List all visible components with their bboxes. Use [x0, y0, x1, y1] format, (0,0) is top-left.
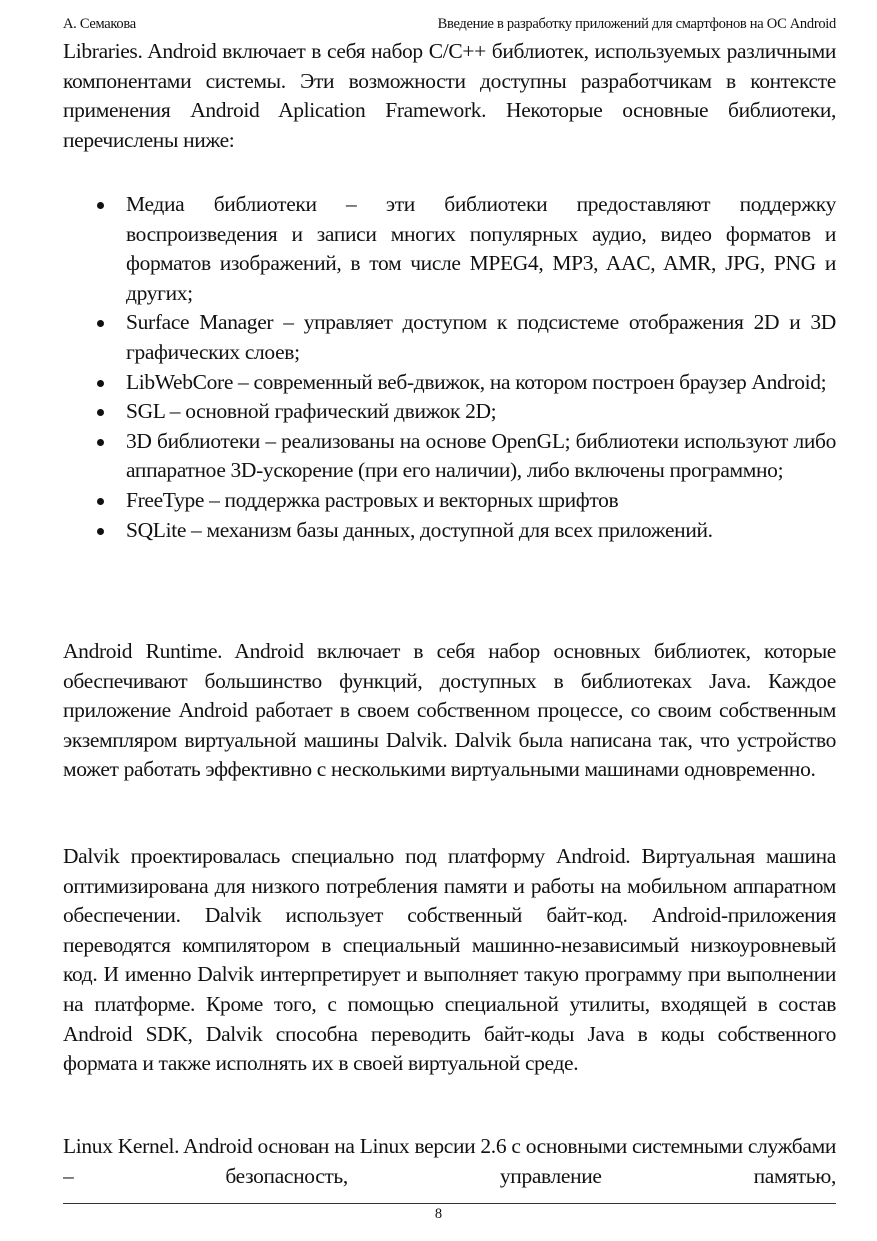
paragraph-text: Linux Kernel. Android основан на Linux версии 2.6 с основными системными службами – безопасность, управление памятью,: [63, 1134, 836, 1188]
list-item-text: Медиа библиотеки – эти библиотеки предоставляют поддержку воспроизведения и записи многих популярных аудио, видео форматов и форматов изображений, в том числе MPEG4, MP3, AAC, AMR, JPG, PNG и других;: [126, 192, 836, 305]
bullet-icon: [97, 202, 104, 209]
list-item: [63, 368, 836, 398]
bullet-icon: [97, 320, 104, 327]
list-item-text: LibWebCore – современный веб-движок, на котором построен браузер Android;: [126, 369, 827, 394]
libraries-list: [63, 190, 836, 545]
bullet-icon: [97, 528, 104, 535]
paragraph-text: Dalvik проектировалась специально под платформу Android. Виртуальная машина оптимизирована для низкого потребления памяти и работы на мобильном аппаратном обеспечении. Dalvik использует собственный байт-код. Android-приложения переводятся компилятором в специальный машинно-независимый низкоуровневый код. И именно Dalvik интерпретирует и выполняет такую программу при выполнении на платформе. Кроме того, с помощью специальной утилиты, входящей в состав Android SDK, Dalvik способна переводить байт-коды Java в коды собственного формата и также исполнять их в своей виртуальной среде.: [63, 844, 836, 1076]
paragraph-runtime: [63, 637, 836, 785]
footer-divider: [63, 1203, 836, 1204]
list-item-text: Surface Manager – управляет доступом к подсистеме отображения 2D и 3D графических слоев;: [126, 310, 836, 364]
header-title: Введение в разработку приложений для смартфонов на ОС Android: [437, 16, 836, 32]
header-author: А. Семакова: [63, 16, 136, 32]
paragraph-text: Libraries. Android включает в себя набор C/C++ библиотек, используемых различными компонентами системы. Эти возможности доступны разработчикам в контексте применения Android Aplication Framework. Некоторые основные библиотеки, перечислены ниже:: [63, 39, 836, 152]
list-item: [63, 486, 836, 516]
list-item: [63, 427, 836, 486]
list-item: [63, 308, 836, 367]
list-item: [63, 190, 836, 308]
list-item-text: 3D библиотеки – реализованы на основе OpenGL; библиотеки используют либо аппаратное 3D-ускорение (при его наличии), либо включены программно;: [126, 428, 836, 483]
list-item: [63, 397, 836, 427]
list-item: [63, 516, 836, 546]
list-item-text: SQLite – механизм базы данных, доступной для всех приложений.: [126, 517, 713, 542]
bullet-icon: [97, 498, 104, 505]
paragraph-dalvik: [63, 842, 836, 1079]
page-number: 8: [434, 1206, 443, 1222]
list-item-text: SGL – основной графический движок 2D;: [126, 399, 497, 424]
list-item-text: FreeType – поддержка растровых и векторных шрифтов: [126, 487, 619, 512]
paragraph-kernel: [63, 1132, 836, 1192]
bullet-icon: [97, 409, 104, 416]
paragraph-text: Android Runtime. Android включает в себя набор основных библиотек, которые обеспечивают большинство функций, доступных в библиотеках Java. Каждое приложение Android работает в своем собственном процессе, со своим собственным экземпляром виртуальной машины Dalvik. Dalvik была написана так, что устройство может работать эффективно с несколькими виртуальными машинами одновременно.: [63, 639, 836, 782]
bullet-icon: [97, 380, 104, 387]
paragraph-libraries: [63, 37, 836, 155]
bullet-icon: [97, 439, 104, 446]
